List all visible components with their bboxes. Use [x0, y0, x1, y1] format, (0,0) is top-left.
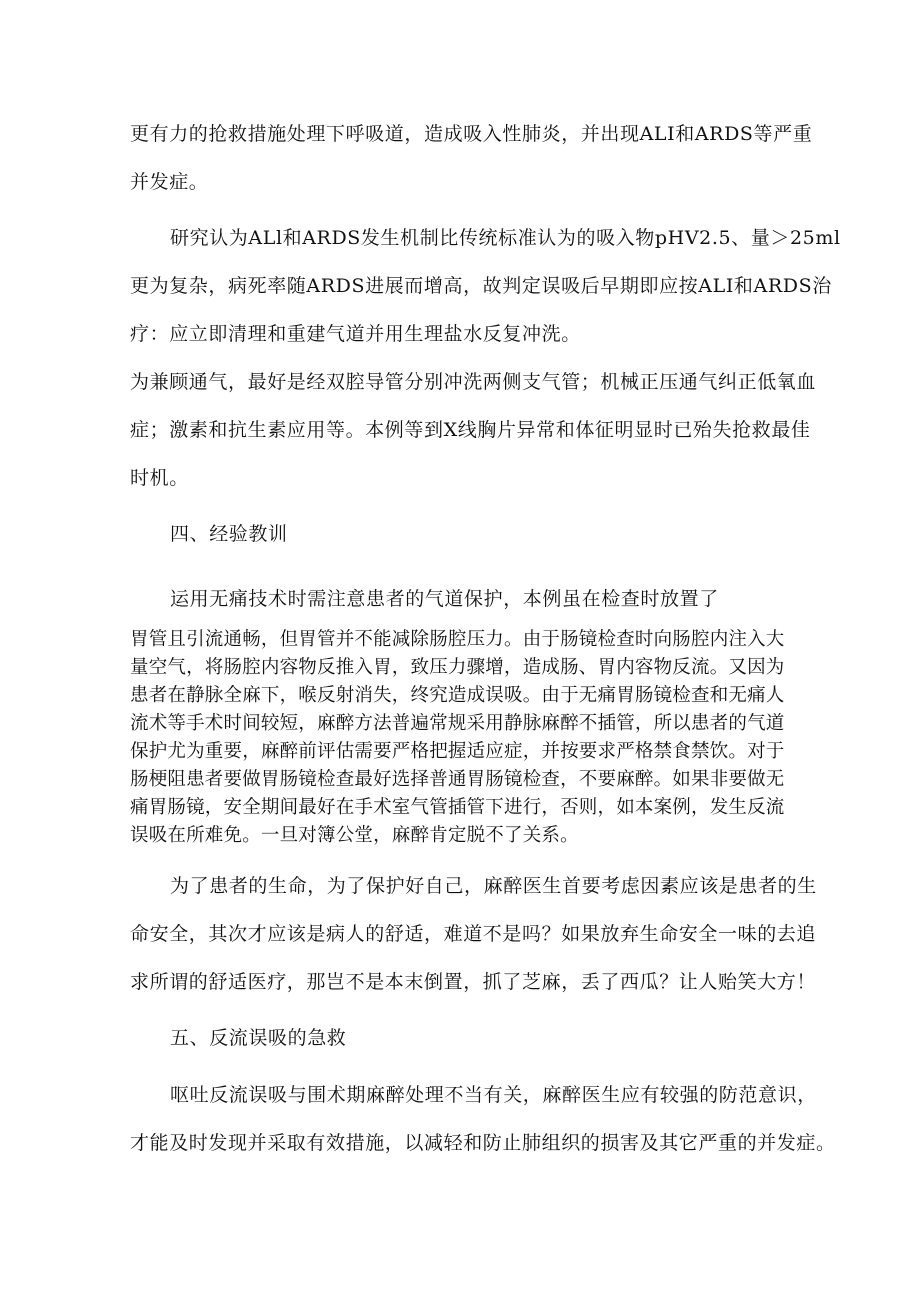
- paragraph-line: 为兼顾通气，最好是经双腔导管分别冲洗两侧支气管；机械正压通气纠正低氧血: [130, 371, 817, 393]
- paragraph-line: 求所谓的舒适医疗，那岂不是本末倒置，抓了芝麻，丢了西瓜？让人贻笑大方！: [130, 971, 817, 993]
- paragraph-line: 误吸在所难免。一旦对簿公堂，麻醉肯定脱不了关系。: [130, 825, 579, 846]
- paragraph-line: 量空气，将肠腔内容物反推入胃，致压力骤增，造成肠、胃内容物反流。又因为: [130, 657, 785, 678]
- paragraph-line: 呕吐反流误吸与围术期麻醉处理不当有关，麻醉医生应有较强的防范意识，: [170, 1084, 817, 1106]
- paragraph-line: 运用无痛技术时需注意患者的气道保护，本例虽在检查时放置了: [170, 588, 719, 610]
- paragraph-line: 研究认为ALl和ARDS发生机制比传统标准认为的吸入物pHV2.5、量＞25ml: [170, 227, 841, 249]
- paragraph-line: 疗：应立即清理和重建气道并用生理盐水反复冲洗。: [130, 323, 581, 345]
- paragraph-line: 才能及时发现并采取有效措施，以减轻和防止肺组织的损害及其它严重的并发症。: [130, 1132, 836, 1154]
- paragraph-line: 痛胃肠镜，安全期间最好在手术室气管插管下进行，否则，如本案例，发生反流: [130, 797, 785, 818]
- paragraph-line: 命安全，其次才应该是病人的舒适，难道不是吗？如果放弃生命安全一味的去追: [130, 923, 817, 945]
- paragraph-line: 时机。: [130, 467, 189, 489]
- paragraph-line: 更为复杂，病死率随ARDS进展而增高，故判定误吸后早期即应按ALI和ARDS治: [130, 275, 832, 297]
- paragraph-line: 患者在静脉全麻下，喉反射消失，终究造成误吸。由于无痛胃肠镜检查和无痛人: [130, 685, 785, 706]
- paragraph-line: 保护尤为重要，麻醉前评估需要严格把握适应症，并按要求严格禁食禁饮。对于: [130, 741, 785, 762]
- section-heading-4: 四、经验教训: [170, 523, 288, 545]
- paragraph-line: 并发症。: [130, 171, 209, 193]
- paragraph-line: 症；激素和抗生素应用等。本例等到X线胸片异常和体征明显时已殆失抢救最佳: [130, 419, 811, 441]
- paragraph-line: 为了患者的生命，为了保护好自己，麻醉医生首要考虑因素应该是患者的生: [170, 875, 817, 897]
- paragraph-line: 肠梗阻患者要做胃肠镜检查最好选择普通胃肠镜检查，不要麻醉。如果非要做无: [130, 769, 785, 790]
- section-heading-5: 五、反流误吸的急救: [170, 1027, 347, 1049]
- paragraph-line: 胃管且引流通畅，但胃管并不能减除肠腔压力。由于肠镜检查时向肠腔内注入大: [130, 629, 785, 650]
- paragraph-line: 更有力的抢救措施处理下呼吸道，造成吸入性肺炎，并出现ALI和ARDS等严重: [130, 123, 813, 145]
- paragraph-line: 流术等手术时间较短，麻醉方法普遍常规采用静脉麻醉不插管，所以患者的气道: [130, 713, 785, 734]
